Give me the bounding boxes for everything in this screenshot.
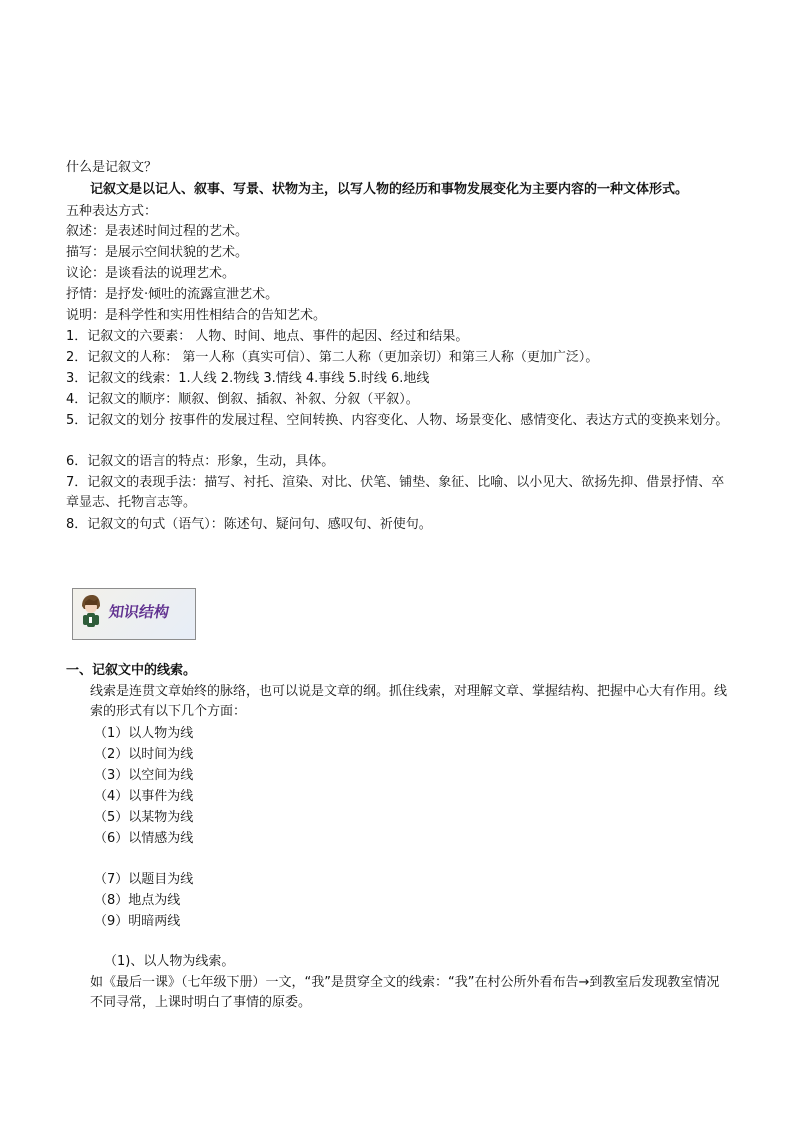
clue-form-item: （2）以时间为线: [94, 747, 194, 762]
numbered-point: 8．记叙文的句式（语气）：陈述句、疑问句、感叹句、祈使句。: [66, 517, 432, 532]
numbered-point: 7．记叙文的表现手法：描写、衬托、渲染、对比、伏笔、铺垫、象征、比喻、以小见大、欲扬先抑、借景抒情、卒章显志、托物言志等。: [66, 475, 725, 510]
clue-form-item: （1）以人物为线: [94, 726, 194, 741]
numbered-point: 3．记叙文的线索：1.人线 2.物线 3.情线 4.事线 5.时线 6.地线: [66, 371, 430, 386]
expression-item: 说明：是科学性和实用性相结合的告知艺术。: [66, 308, 327, 323]
subsection-title: （1)、以人物为线索。: [104, 954, 235, 969]
clue-form-item: （5）以某物为线: [94, 810, 194, 825]
example-text: 如《最后一课》（七年级下册）一文，“我”是贯穿全文的线索：“我”在村公所外看布告→到教室后发现教室情况不同寻常，上课时明白了事情的原委。: [90, 975, 720, 1010]
clue-form-item: （7）以题目为线: [94, 872, 194, 887]
clue-form-item: （6）以情感为线: [94, 831, 194, 846]
definition-text: 记叙文是以记人、叙事、写景、状物为主，以写人物的经历和事物发展变化为主要内容的一种文体形式。: [90, 182, 689, 197]
knowledge-structure-badge: [72, 588, 196, 640]
expression-item: 叙述：是表述时间过程的艺术。: [66, 224, 249, 239]
numbered-point: 6．记叙文的语言的特点：形象，生动，具体。: [66, 454, 335, 469]
expression-item: 描写：是展示空间状貌的艺术。: [66, 245, 249, 260]
expression-item: 抒情：是抒发·倾吐的流露宣泄艺术。: [66, 287, 279, 302]
document-heading: 什么是记叙文？: [66, 160, 158, 175]
numbered-point: 2．记叙文的人称： 第一人称（真实可信）、第二人称（更加亲切）和第三人称（更加广泛）。: [66, 350, 599, 365]
numbered-point: 5．记叙文的划分 按事件的发展过程、空间转换、内容变化、人物、场景变化、感情变化、表达方式的变换来划分。: [66, 413, 729, 428]
clue-form-item: （4）以事件为线: [94, 789, 194, 804]
clue-form-item: （3）以空间为线: [94, 768, 194, 783]
student-icon: [79, 593, 103, 633]
expression-title: 五种表达方式：: [66, 204, 158, 219]
expression-item: 议论：是谈看法的说理艺术。: [66, 266, 236, 281]
clue-form-item: （9）明暗两线: [94, 914, 181, 929]
section-paragraph: 线索是连贯文章始终的脉络，也可以说是文章的纲。抓住线索，对理解文章、掌握结构、把握中心大有作用。线索的形式有以下几个方面：: [90, 684, 728, 719]
badge-label: 知识结构: [107, 603, 171, 621]
numbered-point: 1．记叙文的六要素： 人物、时间、地点、事件的起因、经过和结果。: [66, 329, 469, 344]
numbered-point: 4．记叙文的顺序：顺叙、倒叙、插叙、补叙、分叙（平叙）。: [66, 392, 419, 407]
clue-form-item: （8）地点为线: [94, 893, 181, 908]
section-title: 一、记叙文中的线索。: [66, 663, 197, 678]
